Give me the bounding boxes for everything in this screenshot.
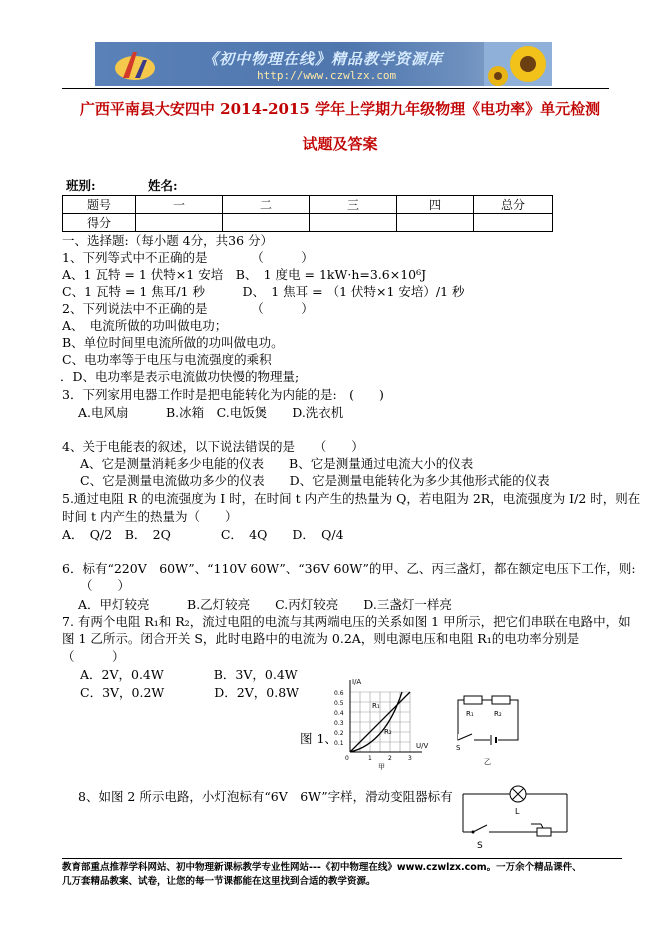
doc-title-line1: 广西平南县大安四中 2014-2015 学年上学期九年级物理《电功率》单元检测 — [79, 100, 601, 118]
lamp-label: L — [515, 807, 520, 816]
score-header-cell: 题号 — [63, 196, 136, 214]
figure-2-circuit — [455, 780, 575, 850]
doc-title-line2: 试题及答案 — [302, 135, 378, 153]
question-2-option-a: A、 电流所做的功叫做电功； — [62, 318, 228, 333]
banner-title: 《初中物理在线》精品教学资源库 — [203, 50, 444, 68]
graph-x-tick: 2 — [388, 755, 392, 762]
footer-line2: 几万套精品教案、试卷，让您的每一节课都能在这里找到合适的教学资源。 — [62, 876, 376, 887]
graph-y-tick: 0.5 — [334, 700, 344, 707]
score-row-label: 得分 — [63, 214, 136, 232]
graph-y-tick: 0.4 — [334, 710, 344, 717]
question-7-options-ab: A．2V，0.4W B．3V，0.4W — [80, 667, 298, 682]
footer-line1: 教育部重点推荐学科网站、初中物理新课标教学专业性网站---《初中物理在线》www.czwlzx.com。一万余个精品课件、 — [62, 862, 582, 873]
rheostat-icon — [537, 828, 551, 836]
graph-y-label: I/A — [352, 678, 362, 686]
circuit-resistor-r2 — [492, 696, 510, 704]
question-5-line1: 5.通过电阻 R 的电流强度为 I 时，在时间 t 内产生的热量为 Q，若电阻为 2R，电流强度为 I/2 时，则在 — [62, 491, 641, 506]
question-2-option-c: C、电功率等于电压与电流强度的乘积 — [62, 352, 272, 367]
section-heading: 一、选择题:（每小题 4分，共36 分） — [62, 233, 274, 248]
score-header-cell: 总分 — [474, 196, 553, 214]
question-2-stem: 2、下列说法中不正确的是 （ ） — [62, 301, 314, 316]
footer — [62, 861, 622, 889]
header-rule — [62, 88, 609, 89]
score-header-cell: 三 — [310, 196, 397, 214]
class-label: 班别: — [66, 178, 96, 193]
site-logo-icon — [113, 48, 157, 82]
circuit-resistor-r1 — [464, 696, 482, 704]
circuit-label-r2: R₂ — [494, 710, 502, 718]
graph-x-label: U/V — [416, 742, 429, 750]
question-2-option-d: ．D、电功率是表示电流做功快慢的物理量; — [60, 369, 300, 384]
question-6-line2: （ ） — [80, 578, 131, 593]
question-4-options-ab: A、它是测量消耗多少电能的仪表 B、它是测量通过电流大小的仪表 — [80, 456, 474, 471]
question-8-line1: 8、如图 2 所示电路，小灯泡标有“6V 6W”字样，滑动变阻器标有 — [78, 789, 453, 804]
circuit-caption: 乙 — [484, 758, 491, 766]
graph-y-tick: 0.1 — [334, 740, 344, 747]
graph-y-tick: 0.2 — [334, 730, 344, 737]
graph-caption: 甲 — [378, 763, 385, 771]
question-4-options-cd: C、它是测量电流做功多少的仪表 D、它是测量电能转化为多少其他形式能的仪表 — [80, 473, 550, 488]
figure-1-circuit — [448, 692, 528, 767]
footer-rule — [62, 858, 622, 859]
score-header-cell: 二 — [223, 196, 310, 214]
question-1-stem: 1、下列等式中不正确的是 （ ） — [62, 250, 314, 265]
figure-1-label: 图 1、 — [300, 731, 337, 746]
question-5-options: A． Q/2 B． 2Q C． 4Q D． Q/4 — [62, 527, 344, 542]
graph-y-tick: 0.3 — [334, 720, 344, 727]
question-7-options-cd: C．3V，0.2W D．2V，0.8W — [80, 685, 300, 700]
graph-x-tick: 0 — [345, 755, 349, 762]
score-cell — [310, 214, 397, 232]
figure-1-graph — [330, 672, 430, 772]
circuit-label-r1: R₁ — [466, 710, 474, 718]
question-7-line2: 图 1 乙所示。闭合开关 S，此时电路中的电流为 0.2A，则电源电压和电阻 R₁的电功率分别是 — [62, 631, 580, 646]
score-cell — [474, 214, 553, 232]
question-7-line3: （ ） — [62, 649, 125, 664]
score-cell — [136, 214, 223, 232]
question-2-option-b: B、单位时间里电流所做的功叫做电功。 — [62, 335, 284, 350]
question-3-options: A.电风扇 B.冰箱 C.电饭煲 D.洗衣机 — [78, 405, 344, 420]
score-cell — [223, 214, 310, 232]
sunflower-icon — [484, 42, 552, 86]
score-header-cell: 一 — [136, 196, 223, 214]
graph-x-tick: 1 — [368, 755, 372, 762]
question-5-line2: 时间 t 内产生的热量为（ ） — [62, 509, 238, 524]
score-cell — [397, 214, 474, 232]
score-table-row — [63, 214, 553, 232]
graph-line-label-r2: R₂ — [384, 728, 392, 736]
question-6-line1: 6．标有“220V 60W”、“110V 60W”、“36V 60W”的甲、乙、丙三盏灯，都在额定电压下工作，则: — [62, 561, 636, 576]
switch-icon — [473, 825, 487, 832]
score-header-cell: 四 — [397, 196, 474, 214]
circuit-label-switch: S — [456, 744, 461, 752]
graph-x-tick: 3 — [408, 755, 412, 762]
score-table-header-row — [63, 196, 553, 214]
question-3-stem: 3．下列家用电器工作时是把电能转化为内能的是: ( ) — [62, 387, 384, 402]
question-4-stem: 4、关于电能表的叙述，以下说法错误的是 （ ） — [62, 439, 364, 454]
question-1-options-cd: C、1 瓦特 = 1 焦耳/1 秒 D、 1 焦耳 = （1 伏特×1 安培）/1 秒 — [62, 284, 465, 299]
switch-label: S — [477, 841, 483, 850]
question-1-options-ab: A、1 瓦特 = 1 伏特×1 安培 B、 1 度电 = 1kW·h=3.6×10⁶J — [62, 267, 427, 282]
graph-line-label-r1: R₁ — [372, 702, 380, 710]
graph-y-tick: 0.6 — [334, 690, 344, 697]
banner-url: http://www.czwlzx.com — [257, 69, 397, 82]
question-6-options: A．甲灯较亮 B.乙灯较亮 C.丙灯较亮 D.三盏灯一样亮 — [78, 597, 452, 612]
name-label: 姓名: — [148, 178, 178, 193]
header-banner — [95, 42, 552, 86]
score-table — [62, 195, 553, 232]
question-7-line1: 7. 有两个电阻 R₁和 R₂，流过电阻的电流与其两端电压的关系如图 1 甲所示，把它们串联在电路中，如 — [62, 614, 631, 629]
